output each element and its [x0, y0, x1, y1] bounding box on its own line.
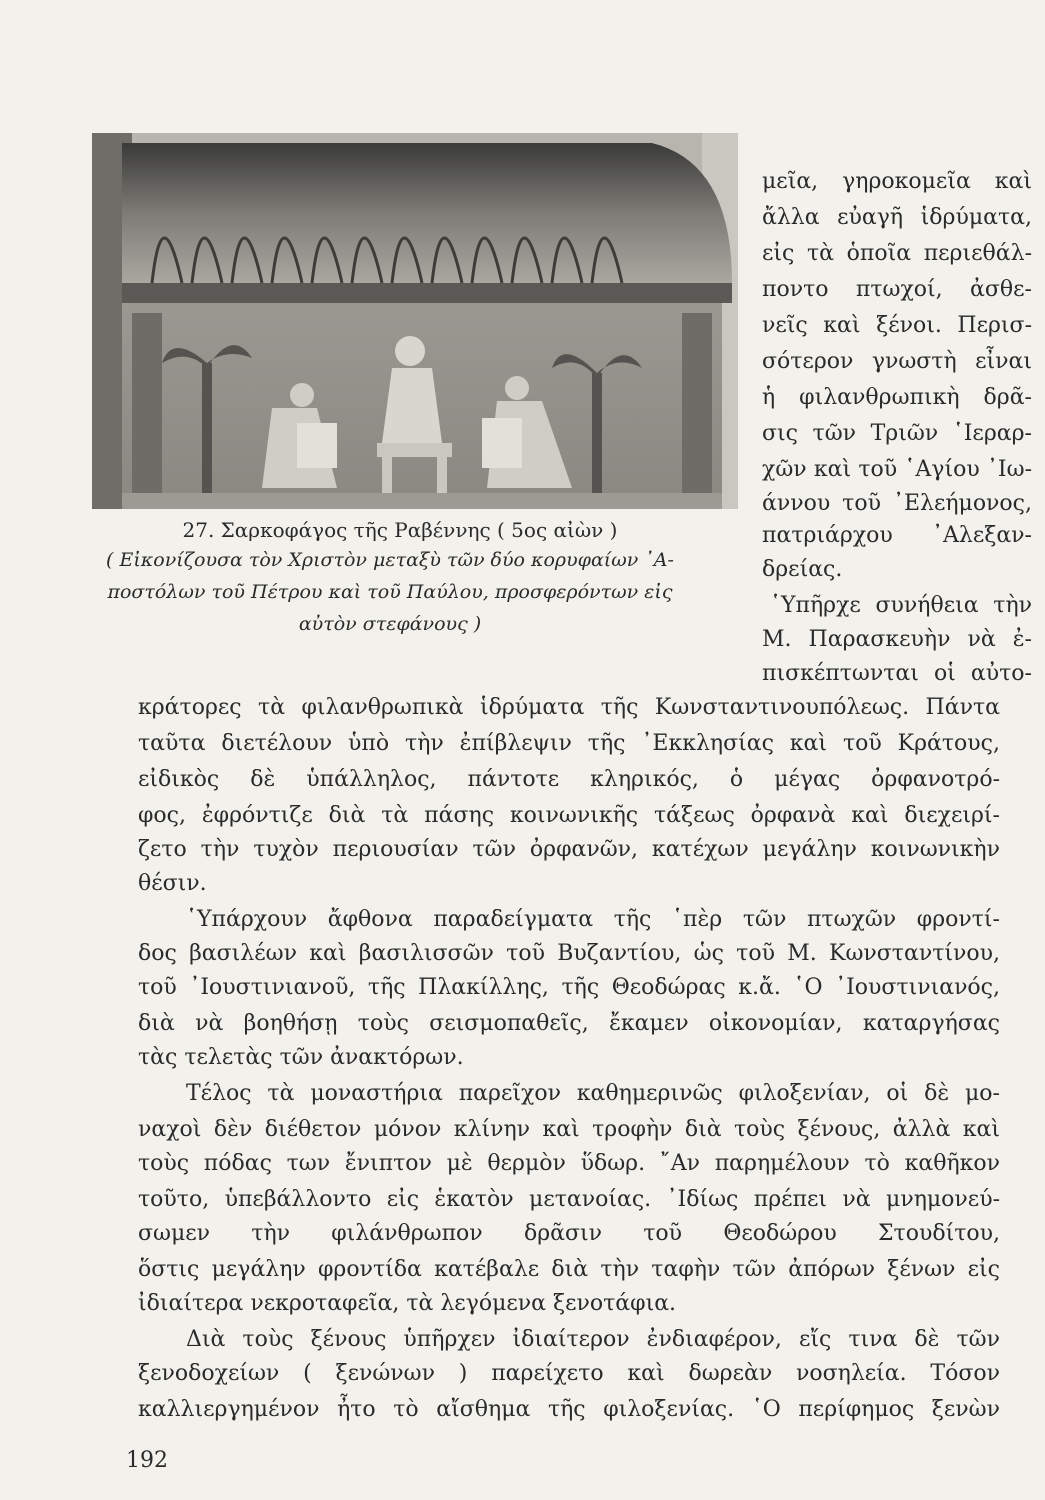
column-text-line: εἰς τὰ ὁποῖα περιεθάλ-: [762, 241, 1032, 266]
body-text-line: εἰδικὸς δὲ ὑπάλληλος, πάντοτε κληρικός, ὁ μέγας ὀρφανοτρό-: [138, 767, 1000, 792]
column-text-line: Μ. Παρασκευὴν νὰ ἐ-: [762, 627, 1032, 652]
column-text-line: σότερον γνωστὴ εἶναι: [762, 349, 1032, 374]
body-text-line: κράτορες τὰ φιλανθρωπικὰ ἱδρύματα τῆς Κωνσταντινουπόλεως. Πάντα: [138, 695, 1000, 720]
body-text-line: Διὰ τοὺς ξένους ὑπῆρχεν ἰδιαίτερον ἐνδιαφέρον, εἴς τινα δὲ τῶν: [186, 1327, 1000, 1352]
figure-caption-line: αὐτὸν στεφάνους ): [298, 613, 482, 635]
column-text-line: ῾Υπῆρχε συνήθεια τὴν: [770, 593, 1032, 618]
body-text-line: θέσιν.: [138, 871, 207, 896]
column-text-line: χῶν καὶ τοῦ ῾Αγίου ᾿Ιω-: [762, 457, 1032, 482]
body-text-line: καλλιεργημένον ἦτο τὸ αἴσθημα τῆς φιλοξενίας. ῾Ο περίφημος ξενὼν: [138, 1397, 1000, 1422]
body-text-line: τοὺς πόδας των ἔνιπτον μὲ θερμὸν ὕδωρ. ῎Αν παρημέλουν τὸ καθῆκον: [138, 1151, 1000, 1176]
page-number: 192: [126, 1448, 168, 1473]
body-text-line: Τέλος τὰ μοναστήρια παρεῖχον καθημερινῶς φιλοξενίαν, οἱ δὲ μο-: [186, 1081, 1000, 1106]
body-text-line: διὰ νὰ βοηθήσῃ τοὺς σεισμοπαθεῖς, ἔκαμεν οἰκονομίαν, καταργήσας: [138, 1011, 1000, 1036]
body-text-line: ξενοδοχείων ( ξενώνων ) παρείχετο καὶ δωρεὰν νοσηλεία. Τόσον: [138, 1361, 1000, 1386]
column-text-line: νεῖς καὶ ξένοι. Περισ-: [762, 313, 1032, 338]
figure-caption-line: ποστόλων τοῦ Πέτρου καὶ τοῦ Παύλου, προσφερόντων εἰς: [107, 581, 673, 603]
column-text-line: ποντο πτωχοί, ἀσθε-: [762, 277, 1032, 302]
body-text-line: ταῦτα διετέλουν ὑπὸ τὴν ἐπίβλεψιν τῆς ᾿Εκκλησίας καὶ τοῦ Κράτους,: [138, 731, 1000, 756]
sarcophagus-relief-icon: [92, 133, 738, 509]
body-text-line: τοῦ ᾿Ιουστινιανοῦ, τῆς Πλακίλλης, τῆς Θεοδώρας κ.ἄ. ῾Ο ᾿Ιουστινιανός,: [138, 975, 1000, 1000]
column-text-line: πατριάρχου ᾿Αλεξαν-: [762, 523, 1032, 548]
figure-caption-line: ( Εἰκονίζουσα τὸν Χριστὸν μεταξὺ τῶν δύο κορυφαίων ᾿Α-: [106, 549, 674, 571]
body-text-line: ὅστις μεγάλην φροντίδα κατέβαλε διὰ τὴν ταφὴν τῶν ἀπόρων ξένων εἰς: [138, 1257, 1000, 1282]
column-text-line: ἄλλα εὐαγῆ ἱδρύματα,: [762, 205, 1032, 230]
column-text-line: δρείας.: [762, 557, 843, 582]
body-text-line: ἰδιαίτερα νεκροταφεῖα, τὰ λεγόμενα ξενοτάφια.: [138, 1291, 677, 1316]
column-text-line: άννου τοῦ ᾿Ελεήμονος,: [762, 491, 1032, 516]
body-text-line: ζετο τὴν τυχὸν περιουσίαν τῶν ὀρφανῶν, κατέχων μεγάλην κοινωνικὴν: [138, 837, 1000, 862]
body-text-line: τοῦτο, ὑπεβάλλοντο εἰς ἑκατὸν μετανοίας. ᾿Ιδίως πρέπει νὰ μνημονεύ-: [138, 1187, 1000, 1212]
body-text-line: φος, ἐφρόντιζε διὰ τὰ πάσης κοινωνικῆς τάξεως ὀρφανὰ καὶ διεχειρί-: [138, 803, 1000, 828]
body-text-line: σωμεν τὴν φιλάνθρωπον δρᾶσιν τοῦ Θεοδώρου Στουδίτου,: [138, 1221, 1000, 1246]
body-text-line: ῾Υπάρχουν ἄφθονα παραδείγματα τῆς ῾πὲρ τῶν πτωχῶν φροντί-: [186, 907, 1000, 932]
figure-caption-title: 27. Σαρκοφάγος τῆς Ραβέννης ( 5ος αἰὼν ): [182, 518, 618, 542]
body-text-line: ναχοὶ δὲν διέθετον μόνον κλίνην καὶ τροφὴν διὰ τοὺς ξένους, ἀλλὰ καὶ: [138, 1117, 1000, 1142]
body-text-line: δος βασιλέων καὶ βασιλισσῶν τοῦ Βυζαντίου, ὡς τοῦ Μ. Κωνσταντίνου,: [138, 941, 1000, 966]
column-text-line: μεῖα, γηροκομεῖα καὶ: [762, 169, 1032, 194]
column-text-line: ἡ φιλανθρωπικὴ δρᾶ-: [762, 385, 1032, 410]
sarcophagus-photo: [92, 133, 738, 509]
body-text-line: τὰς τελετὰς τῶν ἀνακτόρων.: [138, 1045, 464, 1070]
column-text-line: σις τῶν Τριῶν ῾Ιεραρ-: [762, 421, 1032, 446]
column-text-line: πισκέπτωνται οἱ αὐτο-: [762, 661, 1032, 686]
